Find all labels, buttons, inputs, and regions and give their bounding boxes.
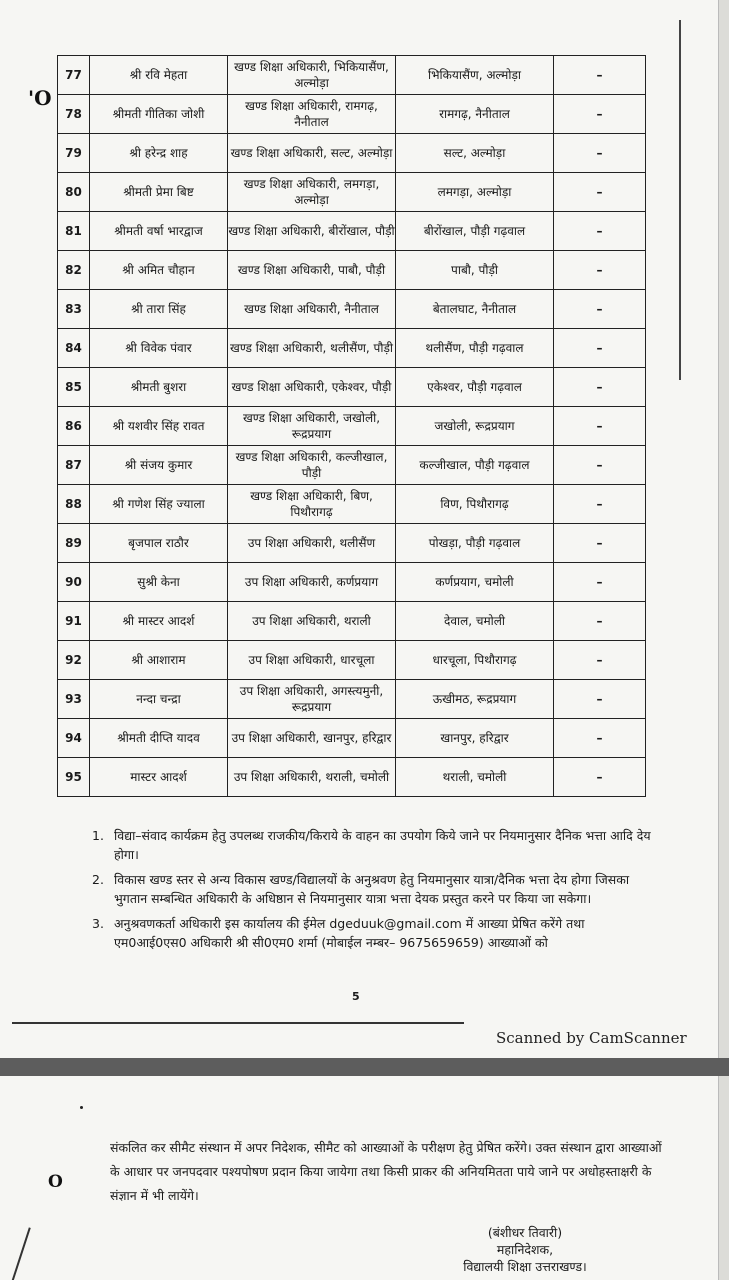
table-row — [58, 563, 646, 602]
name-cell: श्री तारा सिंह — [90, 290, 228, 329]
remark-cell: – — [554, 212, 646, 251]
serial-number-cell: 85 — [58, 368, 90, 407]
post-cell: खण्ड शिक्षा अधिकारी, भिकियासैंण, अल्मोड़ा — [228, 56, 396, 95]
remark-cell: – — [554, 563, 646, 602]
remark-cell: – — [554, 95, 646, 134]
place-cell: सल्ट, अल्मोड़ा — [396, 134, 554, 173]
note-text: अनुश्रवणकर्ता अधिकारी इस कार्यालय की ईमेल dgeduuk@gmail.com में आख्या प्रेषित करेंगे तथा एम0आई0एस0 अधिकारी श्री सी0एम0 शर्मा (मोबाईल नम्बर– 9675659659) आख्याओं को — [114, 916, 585, 950]
place-cell: लमगड़ा, अल्मोड़ा — [396, 173, 554, 212]
note-item — [92, 826, 652, 864]
table-row — [58, 56, 646, 95]
table-row — [58, 485, 646, 524]
serial-number-cell: 88 — [58, 485, 90, 524]
speck — [80, 1106, 83, 1109]
signatory-designation: महानिदेशक, — [496, 1242, 554, 1257]
name-cell: श्रीमती दीप्ति यादव — [90, 719, 228, 758]
place-cell: बीरोंखाल, पौड़ी गढ़वाल — [396, 212, 554, 251]
name-cell: बृजपाल राठौर — [90, 524, 228, 563]
table-row — [58, 758, 646, 797]
serial-number-cell: 86 — [58, 407, 90, 446]
serial-number-cell: 84 — [58, 329, 90, 368]
remark-cell: – — [554, 446, 646, 485]
signatory-department: विद्यालयी शिक्षा उत्तराखण्ड। — [463, 1259, 587, 1274]
post-cell: उप शिक्षा अधिकारी, थराली — [228, 602, 396, 641]
remark-cell: – — [554, 602, 646, 641]
name-cell: श्री अमित चौहान — [90, 251, 228, 290]
post-cell: खण्ड शिक्षा अधिकारी, लमगड़ा, अल्मोड़ा — [228, 173, 396, 212]
place-cell: देवाल, चमोली — [396, 602, 554, 641]
serial-number-cell: 92 — [58, 641, 90, 680]
table-row — [58, 446, 646, 485]
post-cell: उप शिक्षा अधिकारी, कर्णप्रयाग — [228, 563, 396, 602]
name-cell: सुश्री केना — [90, 563, 228, 602]
note-number: 1. — [92, 828, 104, 843]
divider — [12, 1022, 464, 1024]
name-cell: श्री मास्टर आदर्श — [90, 602, 228, 641]
post-cell: खण्ड शिक्षा अधिकारी, थलीसैंण, पौड़ी — [228, 329, 396, 368]
remark-cell: – — [554, 641, 646, 680]
serial-number-cell: 89 — [58, 524, 90, 563]
remark-cell: – — [554, 719, 646, 758]
name-cell: श्री गणेश सिंह ज्याला — [90, 485, 228, 524]
serial-number-cell: 80 — [58, 173, 90, 212]
serial-number-cell: 78 — [58, 95, 90, 134]
table-row — [58, 524, 646, 563]
remark-cell: – — [554, 485, 646, 524]
post-cell: उप शिक्षा अधिकारी, अगस्त्यमुनी, रूद्रप्रयाग — [228, 680, 396, 719]
note-number: 2. — [92, 872, 104, 887]
place-cell: थराली, चमोली — [396, 758, 554, 797]
table-row — [58, 212, 646, 251]
page-edge — [718, 1076, 729, 1280]
place-cell: विण, पिथौरागढ़ — [396, 485, 554, 524]
name-cell: श्री संजय कुमार — [90, 446, 228, 485]
remark-cell: – — [554, 173, 646, 212]
serial-number-cell: 77 — [58, 56, 90, 95]
post-cell: उप शिक्षा अधिकारी, धारचूला — [228, 641, 396, 680]
remark-cell: – — [554, 680, 646, 719]
margin-mark: O — [48, 1172, 63, 1192]
table-row — [58, 251, 646, 290]
place-cell: पाबौ, पौड़ी — [396, 251, 554, 290]
post-cell: खण्ड शिक्षा अधिकारी, एकेश्वर, पौड़ी — [228, 368, 396, 407]
serial-number-cell: 83 — [58, 290, 90, 329]
place-cell: कर्णप्रयाग, चमोली — [396, 563, 554, 602]
officer-table — [57, 55, 646, 797]
table-row — [58, 290, 646, 329]
remark-cell: – — [554, 290, 646, 329]
place-cell: थलीसैंण, पौड़ी गढ़वाल — [396, 329, 554, 368]
remark-cell: – — [554, 134, 646, 173]
notes-list — [92, 826, 652, 958]
note-item — [92, 914, 652, 952]
serial-number-cell: 82 — [58, 251, 90, 290]
post-cell: खण्ड शिक्षा अधिकारी, सल्ट, अल्मोड़ा — [228, 134, 396, 173]
note-item — [92, 870, 652, 908]
serial-number-cell: 87 — [58, 446, 90, 485]
post-cell: खण्ड शिक्षा अधिकारी, बिण, पिथौरागढ़ — [228, 485, 396, 524]
table-row — [58, 329, 646, 368]
place-cell: जखोली, रूद्रप्रयाग — [396, 407, 554, 446]
place-cell: रामगढ़, नैनीताल — [396, 95, 554, 134]
name-cell: श्रीमती बुशरा — [90, 368, 228, 407]
page-number: 5 — [352, 990, 360, 1003]
remark-cell: – — [554, 407, 646, 446]
post-cell: खण्ड शिक्षा अधिकारी, रामगढ़, नैनीताल — [228, 95, 396, 134]
pen-stroke — [7, 1227, 31, 1280]
scanner-watermark: Scanned by CamScanner — [496, 1029, 687, 1047]
note-text: विद्या–संवाद कार्यक्रम हेतु उपलब्ध राजकीय/किराये के वाहन का उपयोग किये जाने पर नियमानुसार दैनिक भत्ता आदि देय होगा। — [114, 828, 651, 862]
serial-number-cell: 95 — [58, 758, 90, 797]
name-cell: श्री रवि मेहता — [90, 56, 228, 95]
fold-line — [679, 20, 681, 380]
post-cell: खण्ड शिक्षा अधिकारी, बीरोंखाल, पौड़ी — [228, 212, 396, 251]
post-cell: खण्ड शिक्षा अधिकारी, पाबौ, पौड़ी — [228, 251, 396, 290]
table-row — [58, 95, 646, 134]
post-cell: उप शिक्षा अधिकारी, थलीसैंण — [228, 524, 396, 563]
serial-number-cell: 93 — [58, 680, 90, 719]
remark-cell: – — [554, 56, 646, 95]
table-row — [58, 173, 646, 212]
place-cell: भिकियासैंण, अल्मोड़ा — [396, 56, 554, 95]
margin-mark: 'O — [28, 86, 52, 110]
table-row — [58, 719, 646, 758]
place-cell: पोखड़ा, पौड़ी गढ़वाल — [396, 524, 554, 563]
name-cell: नन्दा चन्द्रा — [90, 680, 228, 719]
continuation-text: संकलित कर सीमैट संस्थान में अपर निदेशक, सीमैट को आख्याओं के परीक्षण हेतु प्रेषित करेंगे। उक्त संस्थान द्वारा आख्याओं के आधार पर जनपदवार पश्यपोषण प्रदान किया जायेगा तथा किसी प्राकर की अनियमितता पाये जाने पर अधोहस्ताक्षरी के संज्ञान में भी लायेंगे। — [110, 1140, 662, 1203]
remark-cell: – — [554, 368, 646, 407]
place-cell: धारचूला, पिथौरागढ़ — [396, 641, 554, 680]
place-cell: कल्जीखाल, पौड़ी गढ़वाल — [396, 446, 554, 485]
serial-number-cell: 91 — [58, 602, 90, 641]
name-cell: श्री विवेक पंवार — [90, 329, 228, 368]
name-cell: श्रीमती वर्षा भारद्वाज — [90, 212, 228, 251]
remark-cell: – — [554, 329, 646, 368]
name-cell: श्रीमती गीतिका जोशी — [90, 95, 228, 134]
place-cell: खानपुर, हरिद्वार — [396, 719, 554, 758]
note-number: 3. — [92, 916, 104, 931]
post-cell: खण्ड शिक्षा अधिकारी, जखोली, रूद्रप्रयाग — [228, 407, 396, 446]
serial-number-cell: 79 — [58, 134, 90, 173]
remark-cell: – — [554, 758, 646, 797]
post-cell: उप शिक्षा अधिकारी, खानपुर, हरिद्वार — [228, 719, 396, 758]
serial-number-cell: 94 — [58, 719, 90, 758]
note-text: विकास खण्ड स्तर से अन्य विकास खण्ड/विद्यालयों के अनुश्रवण हेतु नियमानुसार यात्रा/दैनिक भत्ता देय होगा जिसका भुगतान सम्बन्धित अधिकारी के अधिष्ठान से नियमानुसार यात्रा भत्ता देयक प्रस्तुत करने पर किया जा सकेगा। — [114, 872, 630, 906]
name-cell: श्री हरेन्द्र शाह — [90, 134, 228, 173]
table-row — [58, 407, 646, 446]
table-row — [58, 602, 646, 641]
officer-table-body — [58, 56, 646, 797]
serial-number-cell: 81 — [58, 212, 90, 251]
name-cell: श्री आशाराम — [90, 641, 228, 680]
table-row — [58, 680, 646, 719]
place-cell: ऊखीमठ, रूद्रप्रयाग — [396, 680, 554, 719]
place-cell: एकेश्वर, पौड़ी गढ़वाल — [396, 368, 554, 407]
remark-cell: – — [554, 251, 646, 290]
table-row — [58, 368, 646, 407]
post-cell: खण्ड शिक्षा अधिकारी, नैनीताल — [228, 290, 396, 329]
page-edge — [718, 0, 729, 1058]
remark-cell: – — [554, 524, 646, 563]
name-cell: श्री यशवीर सिंह रावत — [90, 407, 228, 446]
table-row — [58, 641, 646, 680]
place-cell: बेतालघाट, नैनीताल — [396, 290, 554, 329]
name-cell: श्रीमती प्रेमा बिष्ट — [90, 173, 228, 212]
post-cell: उप शिक्षा अधिकारी, थराली, चमोली — [228, 758, 396, 797]
document-page-2 — [0, 1076, 729, 1280]
post-cell: खण्ड शिक्षा अधिकारी, कल्जीखाल, पौड़ी — [228, 446, 396, 485]
table-row — [58, 134, 646, 173]
serial-number-cell: 90 — [58, 563, 90, 602]
signature-block — [440, 1224, 610, 1275]
name-cell: मास्टर आदर्श — [90, 758, 228, 797]
signatory-name: (बंशीधर तिवारी) — [487, 1225, 563, 1240]
